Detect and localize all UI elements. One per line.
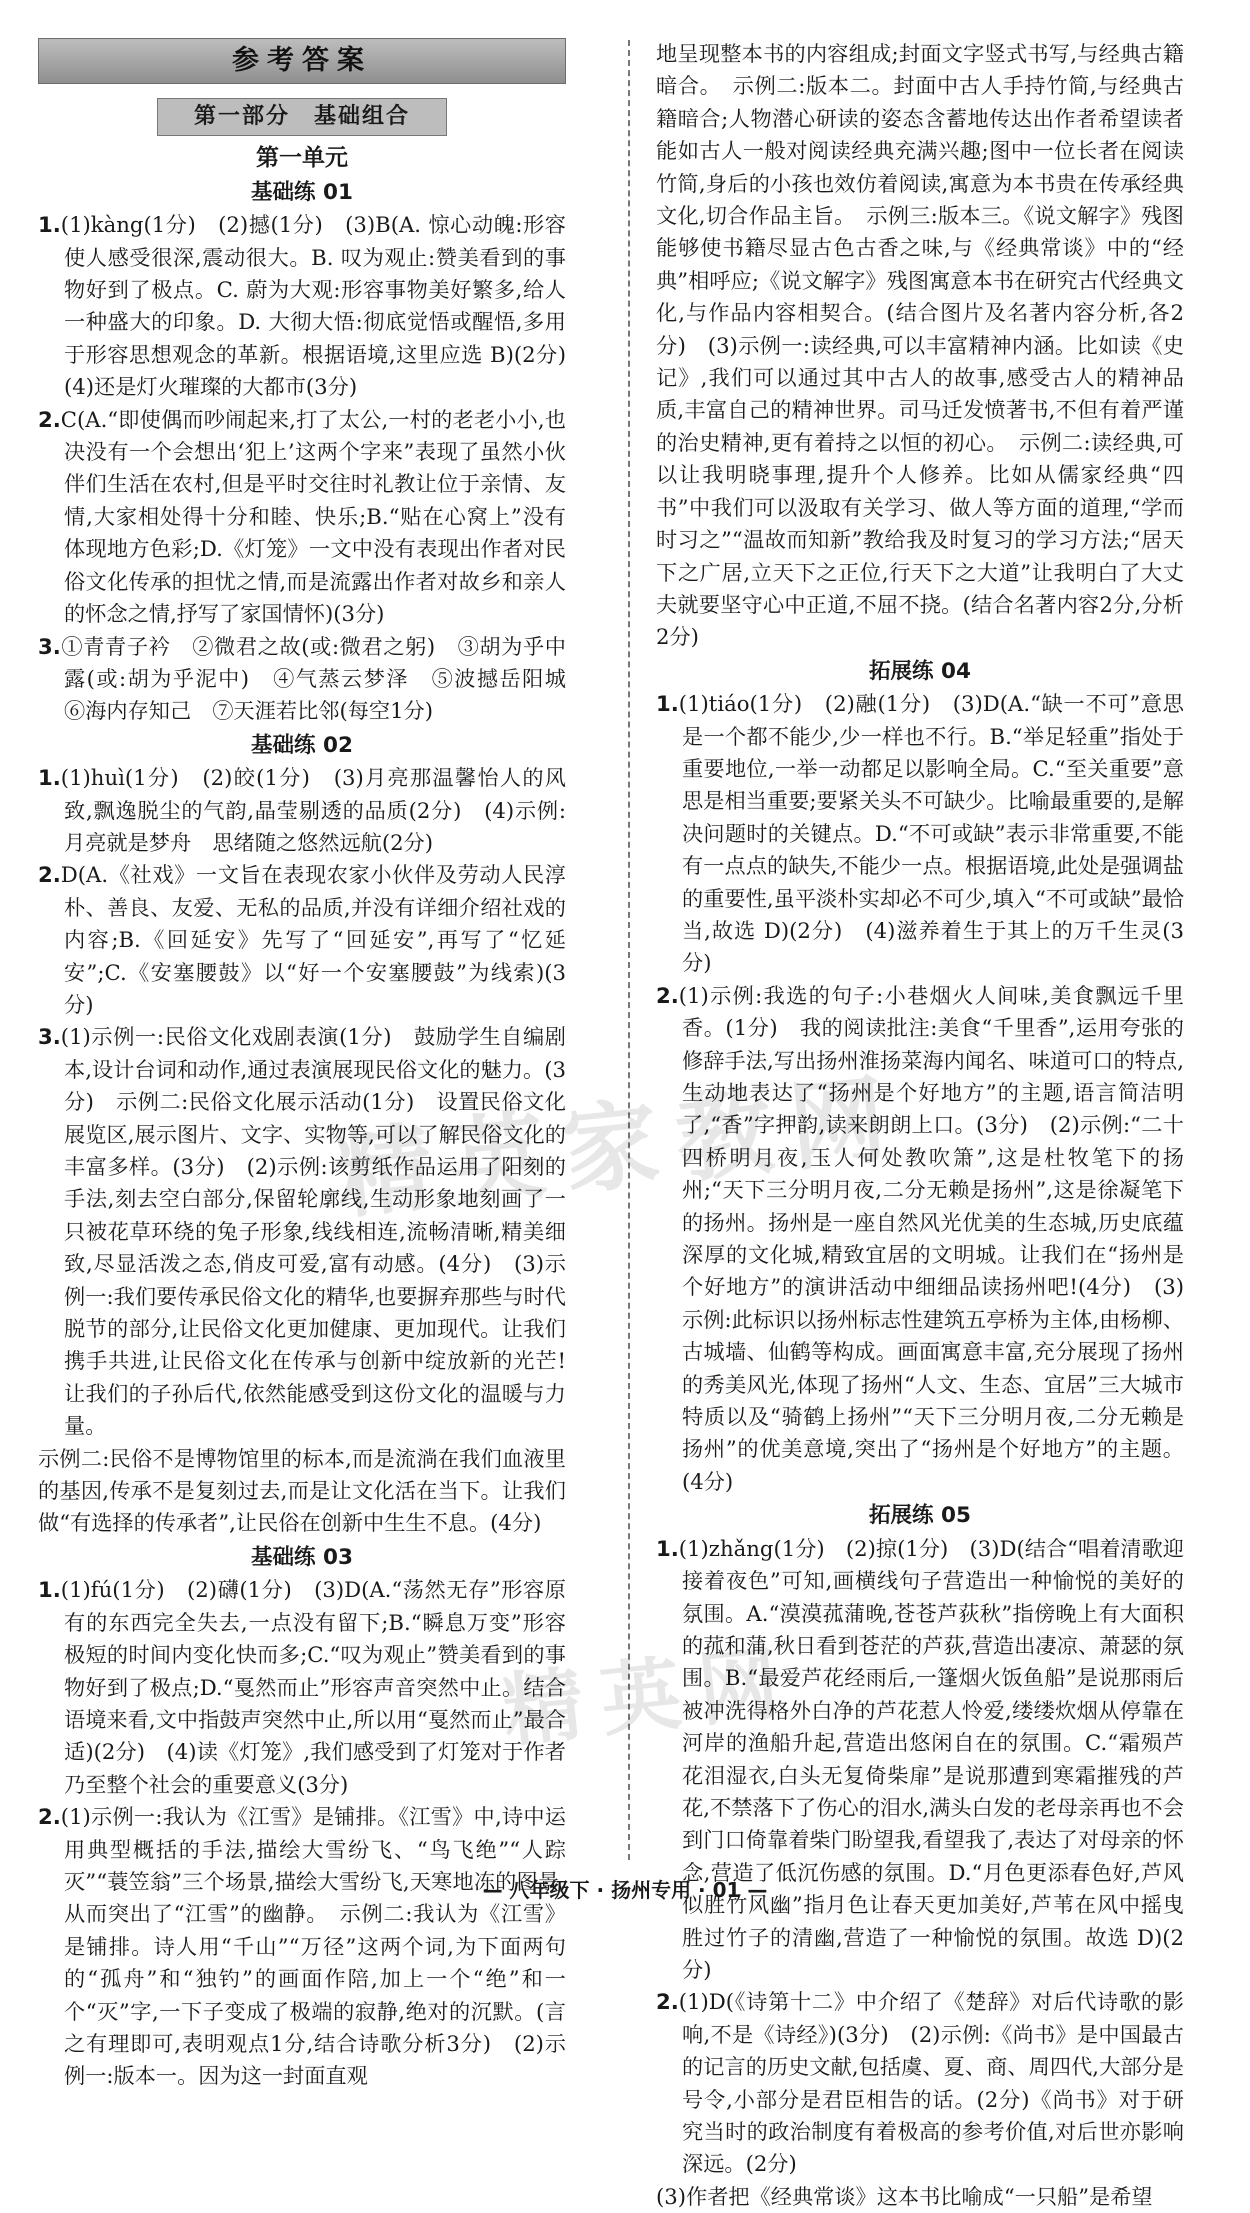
question-number: 2. [38,862,61,888]
section-heading: 基础练 01 [251,179,353,205]
part-heading-wrap [38,98,566,136]
section-heading: 拓展练 04 [869,658,971,684]
question-number: 1. [38,1577,61,1603]
answer-text: (1)zhǎng(1分) (2)掠(1分) (3)D(结合“唱着清歌迎接着夜色”可知,画横线句子营造出一种愉悦的美好的氛围。A.“漠漠菰蒲晚,苍苍芦荻秋”指傍晚上有大面积的菰和蒲,秋日看到苍茫的芦荻,营造出凄凉、萧瑟的氛围。B.“最爱芦花经雨后,一篷烟火饭鱼船”是说那雨后被冲洗得格外白净的芦花惹人怜爱,缕缕炊烟从停靠在河岸的渔船升起,营造出悠闲自在的氛围。C.“霜殒芦花泪湿衣,白头无复倚柴扉”是说那遭到寒霜摧残的芦花,不禁落下了伤心的泪水,满头白发的老母亲再也不会到门口倚靠着柴门盼望我,看望我了,表达了对母亲的怀念,营造了低沉伤感的氛围。D.“月色更添春色好,芦风似胜竹风幽”指月色让春天更加美好,芦苇在风中摇曳胜过竹子的清幽,营造了一种愉悦的氛围。故选 D)(2分) [678,1535,1184,1982]
column-divider [628,40,630,1860]
answer-paragraph: 示例二:民俗不是博物馆里的标本,而是流淌在我们血液里的基因,传承不是复刻过去,而是让文化活在当下。让我们做“有选择的传承者”,让民俗在创新中生生不息。(4分) [38,1445,566,1536]
answer-paragraph: 地呈现整本书的内容组成;封面文字竖式书写,与经典古籍暗合。 示例二:版本二。封面中古人手持竹简,与经典古籍暗合;人物潜心研读的姿态含蓄地传达出作者希望读者能如古人一般对阅读经典充满兴趣;图中一位长者在阅读竹简,身后的小孩也效仿着阅读,寓意为本书贵在传承经典文化,切合作品主旨。 示例三:版本三。《说文解字》残图能够使书籍尽显古色古香之味,与《经典常谈》中的“经典”相呼应;《说文解字》残图寓意本书在研究古代经典文化,与作品内容相契合。(结合图片及名著内容分析,各2分) (3)示例一:读经典,可以丰富精神内涵。比如读《史记》,我们可以通过其中古人的故事,感受古人的精神品质,丰富自己的精神世界。司马迁发愤著书,不但有着严谨的治史精神,更有着持之以恒的初心。 示例二:读经典,可以让我明晓事理,提升个人修养。比如从儒家经典“四书”中我们可以汲取有关学习、做人等方面的道理,“学而时习之”“温故而知新”教给我及时复习的学习方法;“居天下之广居,立天下之正位,行天下之大道”让我明白了大丈夫就要坚守心中正道,不屈不挠。(结合名著内容2分,分析2分) [656,41,1184,650]
question-number: 2. [656,1989,679,2015]
watermark: 精 英 网 [498,1636,783,1758]
question-number: 2. [38,406,61,432]
question-number: 2. [38,1804,61,1830]
answer-title-banner: 参考答案 [38,38,566,84]
question [656,1533,1184,1987]
question-number: 1. [38,765,61,791]
question [38,1574,566,1801]
question [38,404,566,631]
question [38,762,566,859]
answer-text: (1)kàng(1分) (2)撼(1分) (3)B(A. 惊心动魄:形容使人感受很深,震动很大。B. 叹为观止:赞美看到的事物好到了极点。C. 蔚为大观:形容事物美好繁多,给人一种盛大的印象。D. 大彻大悟:彻底觉悟或醒悟,多用于形容思想观念的革新。根据语境,这里应选 B)(2分) (4)还是灯火璀璨的大都市(3分) [60,212,588,400]
question [38,631,588,728]
answer-text: (1)tiáo(1分) (2)融(1分) (3)D(A.“缺一不可”意思是一个都不能少,少一样也不行。B.“举足轻重”指处于重要地位,一举一动都足以影响全局。C.“至关重要”意思是相当重要;要紧关头不可缺少。比喻最重要的,是解决问题时的关键点。D.“不可或缺”表示非常重要,不能有一点点的缺失,不能少一点。根据语境,此处是强调盐的重要性,虽平淡朴实却必不可少,填入“不可或缺”最恰当,故选 D)(2分) (4)滋养着生于其上的万千生灵(3分) [678,691,1184,976]
question [656,1986,1184,2180]
section-heading: 拓展练 05 [869,1503,971,1529]
left-column [38,38,588,2093]
answer-text: (1)D(《诗第十二》中介绍了《楚辞》对后代诗歌的影响,不是《诗经》)(3分) (2)示例:《尚书》是中国最古的记言的历史文献,包括虞、夏、商、周四代,大部分是号令,小部分是君臣相告的话。(2分)《尚书》对于研究当时的政治制度有着极高的参考价值,对后世亦影响深远。(2分) [678,1989,1184,2177]
section-heading: 基础练 03 [251,1544,353,1570]
answer-text: (1)示例:我选的句子:小巷烟火人间味,美食飘远千里香。(1分) 我的阅读批注:美食“千里香”,运用夸张的修辞手法,写出扬州淮扬菜海内闻名、味道可口的特点,生动地表达了“扬州是个好地方”的主题,语言简洁明了,“香”字押韵,读来朗朗上口。(3分) (2)示例:“二十四桥明月夜,玉人何处教吹箫”,这是杜牧笔下的扬州;“天下三分明月夜,二分无赖是扬州”,这是徐凝笔下的扬州。扬州是一座自然风光优美的生态城,历史底蕴深厚的文化城,精致宜居的文明城。让我们在“扬州是个好地方”的演讲活动中细细品读扬州吧!(4分) (3)示例:此标识以扬州标志性建筑五亭桥为主体,由杨柳、古城墙、仙鹤等构成。画面寓意丰富,充分展现了扬州的秀美风光,体现了扬州“人文、生态、宜居”三大城市特质以及“骑鹤上扬州”“天下三分明月夜,二分无赖是扬州”的优美意境,突出了“扬州是个好地方”的主题。(4分) [678,982,1184,1494]
section-heading: 基础练 02 [251,732,353,758]
answer-text: ①青青子衿 ②微君之故(或:微君之躬) ③胡为乎中露(或:胡为乎泥中) ④气蒸云梦泽 ⑤波撼岳阳城 ⑥海内存知己 ⑦天涯若比邻(每空1分) [60,633,588,724]
question-number: 3. [38,633,61,659]
question [656,980,1184,1499]
page-footer: — 八年级下 · 扬州专用 · 01 — [482,1878,768,1902]
answer-text: (1)huì(1分) (2)皎(1分) (3)月亮那温馨怡人的风致,飘逸脱尘的气韵,晶莹剔透的品质(2分) (4)示例:月亮就是梦舟 思绪随之悠然远航(2分) [60,765,566,855]
question-number: 1. [656,1535,679,1561]
question [38,859,566,1021]
watermark: 精 英 家 教 网 [330,1062,892,1233]
question-number: 1. [38,212,61,238]
answer-text: (1)示例一:我认为《江雪》是铺排。《江雪》中,诗中运用典型概括的手法,描绘大雪纷飞、“鸟飞绝”“人踪灭”“蓑笠翁”三个场景,描绘大雪纷飞,天寒地冻的图景,从而突出了“江雪”的幽静。 示例二:我认为《江雪》是铺排。诗人用“千山”“万径”这两个词,为下面两句的“孤舟”和“独钓”的画面作陪,加上一个“绝”和一个“灭”字,一下子变成了极端的寂静,绝对的沉默。(言之有理即可,表明观点1分,结合诗歌分析3分) (2)示例一:版本一。因为这一封面直观 [60,1804,566,2089]
answer-text: (1)fú(1分) (2)礴(1分) (3)D(A.“荡然无存”形容原有的东西完全失去,一点没有留下;B.“瞬息万变”形容极短的时间内变化快而多;C.“叹为观止”赞美看到的事物好到了极点;D.“戛然而止”形容声音突然中止。结合语境来看,文中指鼓声突然中止,所以用“戛然而止”最合适)(2分) (4)读《灯笼》,我们感受到了灯笼对于作者乃至整个社会的重要意义(3分) [60,1577,566,1797]
answer-paragraph: (3)作者把《经典常谈》这本书比喻成“一只船”是希望 [656,2183,1153,2209]
question [38,1021,566,1442]
question-number: 1. [656,691,679,717]
question-number: 3. [38,1024,61,1050]
unit-heading: 第一单元 [256,145,348,172]
question [38,209,588,403]
part-heading: 第一部分 基础组合 [157,98,447,136]
answer-text: (1)示例一:民俗文化戏剧表演(1分) 鼓励学生自编剧本,设计台词和动作,通过表演展现民俗文化的魅力。(3分) 示例二:民俗文化展示活动(1分) 设置民俗文化展览区,展示图片、文字、实物等,可以了解民俗文化的丰富多样。(3分) (2)示例:该剪纸作品运用了阳刻的手法,刻去空白部分,保留轮廓线,生动形象地刻画了一只被花草环绕的兔子形象,线线相连,流畅清晰,精美细致,尽显活泼之态,俏皮可爱,富有动感。(4分) (3)示例一:我们要传承民俗文化的精华,也要摒弃那些与时代脱节的部分,让民俗文化更加健康、更加现代。让我们携手共进,让民俗文化在传承与创新中绽放新的光芒!让我们的子孙后代,依然能感受到这份文化的温暖与力量。 [60,1024,566,1439]
question [656,688,1184,980]
question [38,1801,566,2093]
question-number: 2. [656,982,679,1008]
answer-text: C(A.“即使偶而吵闹起来,打了太公,一村的老老小小,也决没有一个会想出‘犯上’这两个字来”表现了虽然小伙伴们生活在农村,但是平时交往时礼教让位于亲情、友情,大家相处得十分和睦、快乐;B.“贴在心窝上”没有体现地方色彩;D.《灯笼》一文中没有表现出作者对民俗文化传承的担忧之情,而是流露出作者对故乡和亲人的怀念之情,抒写了家国情怀)(3分) [60,406,566,627]
answer-text: D(A.《社戏》一文旨在表现农家小伙伴及劳动人民淳朴、善良、友爱、无私的品质,并没有详细介绍社戏的内容;B.《回延安》先写了“回延安”,再写了“忆延安”;C.《安塞腰鼓》以“好一个安塞腰鼓”为线索)(3分) [60,862,566,1017]
